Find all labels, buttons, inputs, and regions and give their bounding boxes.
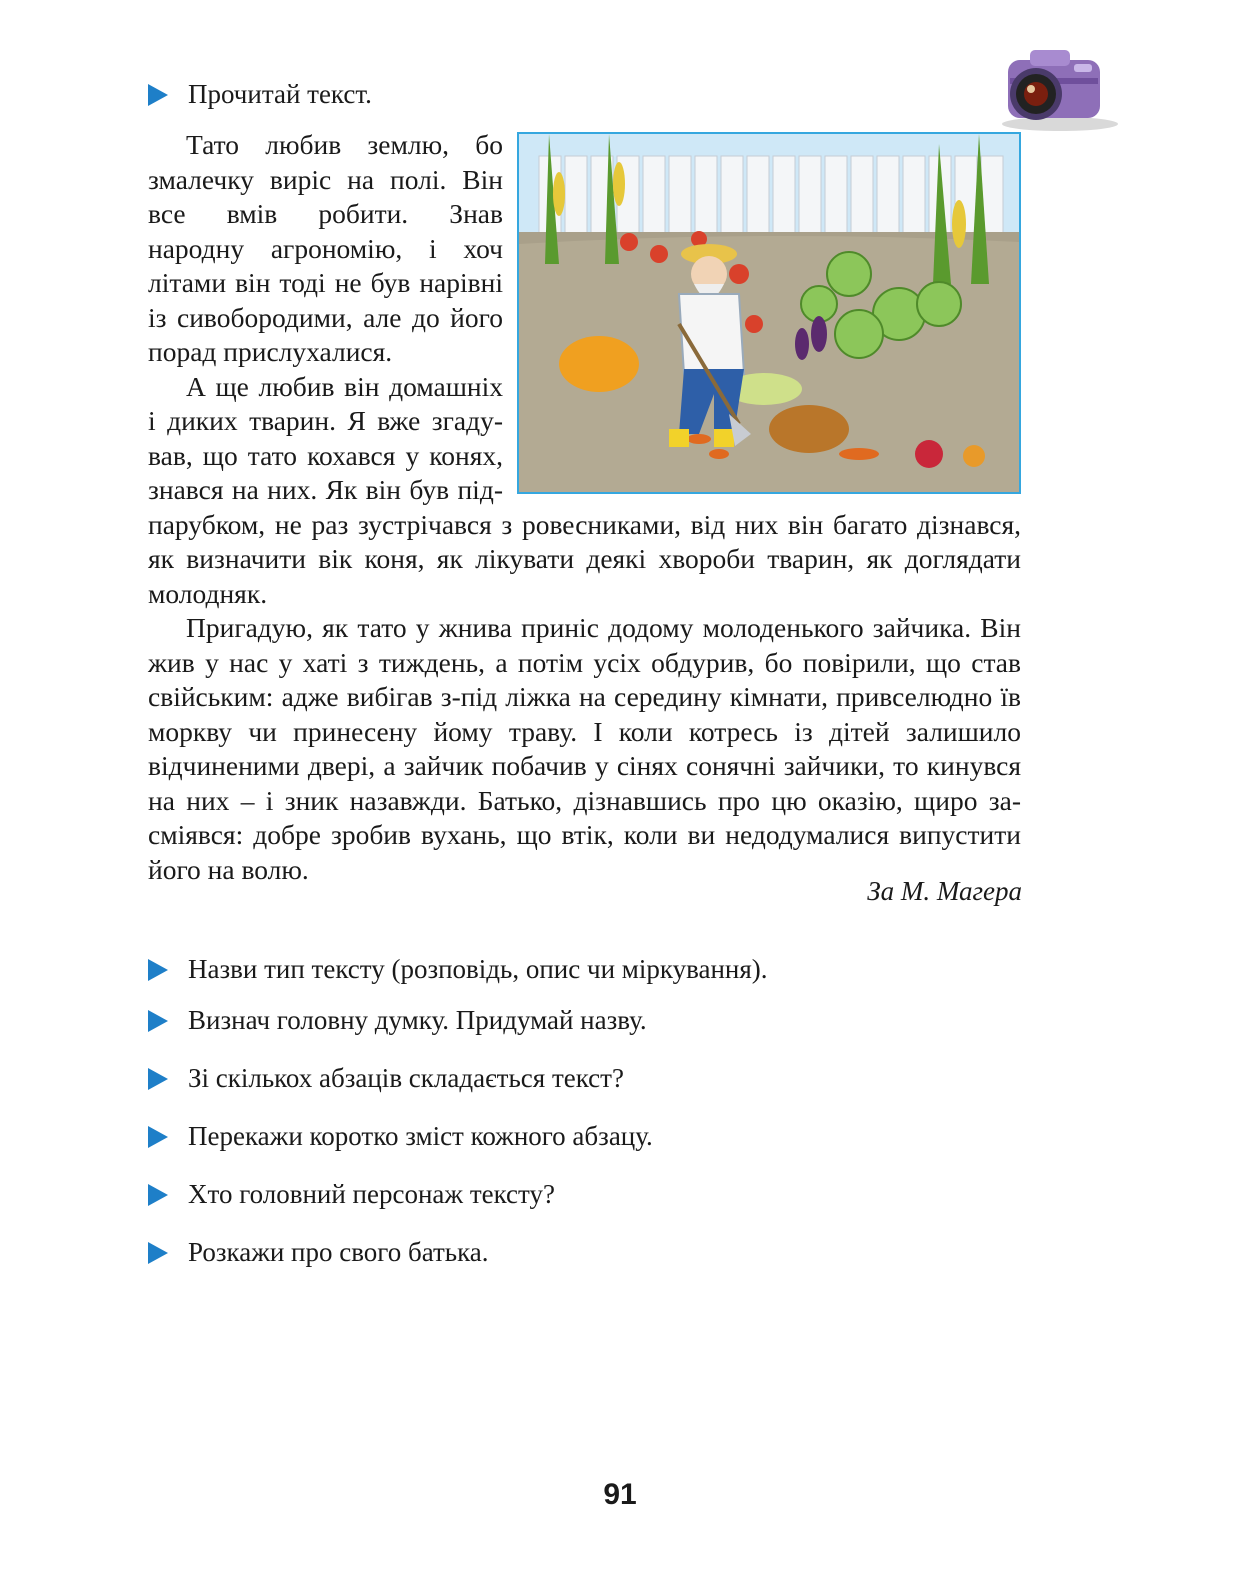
blue-triangle-arrow-icon [148, 1068, 168, 1090]
question-text: Визнач головну думку. Придумай назву. [188, 1005, 647, 1035]
question-item [148, 1177, 555, 1211]
instruction-text: Прочитай текст. [188, 79, 372, 109]
paragraph-3: Пригадую, як тато у жнива приніс додому молоденького зайчика. Він жив у нас у хаті з тиждень, а потім усіх обдурив, бо повірили, що став свійським: адже вибігав з-під ліжка на середину кімнати, привселюдно їв моркву чи принесену йому траву. І коли котресь із дітей залишило відчиненими двері, а зайчик побачив у сінях сонячні зайчики, то кинувся на них – і зник назавжди. Батько, дізнавшись про цю оказію, щиро засміявся: добре зробив вухань, що втік, коли ви недодумалися випустити його на волю. [148, 612, 1021, 885]
question-text: Зі скількох абзаців складається текст? [188, 1063, 624, 1093]
question-text: Хто головний персонаж тексту? [188, 1179, 555, 1209]
blue-triangle-arrow-icon [148, 84, 168, 106]
read-instruction [148, 77, 372, 111]
garden-picture [519, 134, 1019, 492]
question-text: Перекажи коротко зміст кожного абзацу. [188, 1121, 653, 1151]
story-text [148, 128, 1021, 887]
page-number: 91 [603, 1478, 637, 1511]
garden-illustration [517, 132, 1021, 494]
blue-triangle-arrow-icon [148, 1126, 168, 1148]
question-item [148, 1061, 624, 1095]
author-attribution: За М. Магера [867, 876, 1022, 906]
blue-triangle-arrow-icon [148, 1010, 168, 1032]
blue-triangle-arrow-icon [148, 1242, 168, 1264]
blue-triangle-arrow-icon [148, 1184, 168, 1206]
camera-icon [990, 38, 1120, 134]
question-text: Розкажи про свого батька. [188, 1237, 489, 1267]
paragraph-2: А ще любив він домашніх і диких тварин. Я вже згадував, що тато кохався у конях, знався на них. Як він був підпарубком, не раз зустрічався з ровесниками, від них він багато дізнався, як визначити вік коня, як лікувати деякі хвороби тварин, як доглядати молодняк. [148, 370, 1021, 609]
question-text: Назви тип тексту (розповідь, опис чи міркування). [188, 954, 768, 984]
question-item [148, 952, 768, 986]
paragraph-1: Тато любив землю, бо змалечку виріс на полі. Він все вмів робити. Знав народну агрономію, і хоч літами він тоді не був нарівні із сивобородими, але до його порад прислухалися. [148, 129, 503, 367]
question-item [148, 1003, 647, 1037]
question-item [148, 1235, 489, 1269]
question-item [148, 1119, 653, 1153]
blue-triangle-arrow-icon [148, 959, 168, 981]
